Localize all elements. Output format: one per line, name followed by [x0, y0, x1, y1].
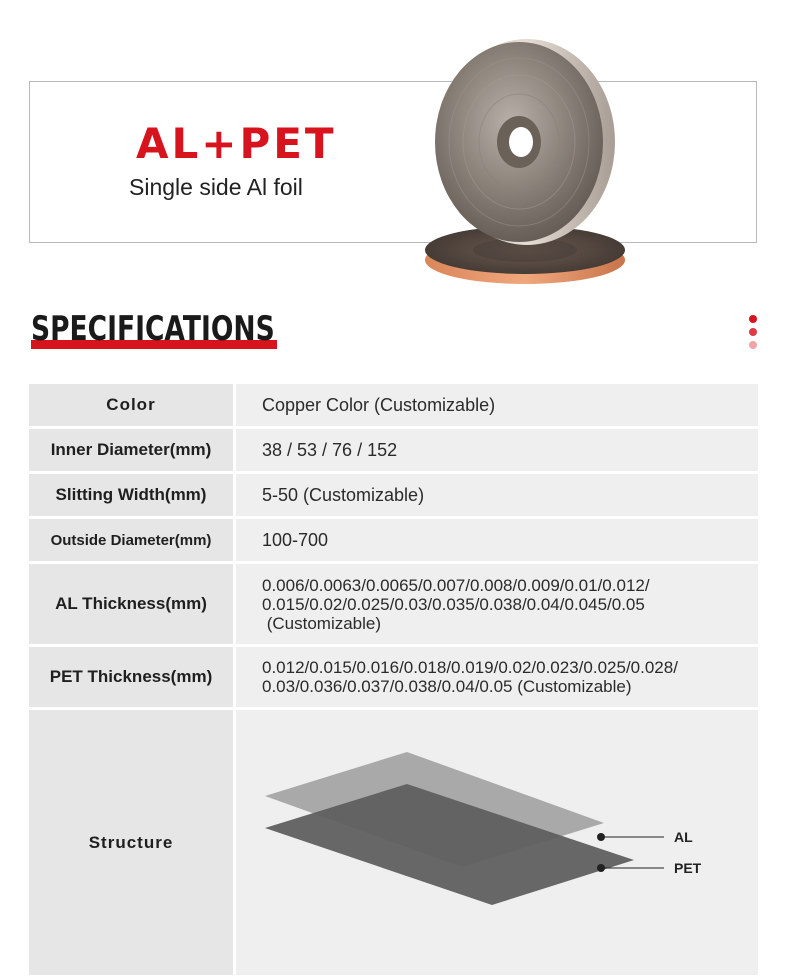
- row-value: [236, 647, 758, 707]
- layer-structure-diagram: [236, 710, 758, 975]
- table-row-inner-diameter: [29, 429, 758, 471]
- row-label: AL Thickness(mm): [29, 564, 233, 644]
- value-line: 0.006/0.0063/0.0065/0.007/0.008/0.009/0.01/0.012/: [262, 575, 650, 595]
- indicator-dot-1: [749, 315, 757, 323]
- value-line: 0.015/0.02/0.025/0.03/0.035/0.038/0.04/0.045/0.05: [262, 594, 645, 614]
- row-label: PET Thickness(mm): [29, 647, 233, 707]
- row-value: Copper Color (Customizable): [236, 384, 758, 426]
- product-subtitle: Single side Al foil: [129, 174, 303, 200]
- indicator-dot-3: [749, 341, 757, 349]
- three-dot-indicator-icon: [748, 315, 758, 359]
- value-line: 0.03/0.036/0.037/0.038/0.04/0.05 (Customizable): [262, 677, 632, 696]
- row-value: 38 / 53 / 76 / 152: [236, 429, 758, 471]
- row-value: 100-700: [236, 519, 758, 561]
- row-value: 5-50 (Customizable): [236, 474, 758, 516]
- row-label: Slitting Width(mm): [29, 474, 233, 516]
- value-line: 0.012/0.015/0.016/0.018/0.019/0.02/0.023/0.025/0.028/: [262, 658, 678, 677]
- table-row-outside-diameter: [29, 519, 758, 561]
- row-label: Inner Diameter(mm): [29, 429, 233, 471]
- row-label: Color: [29, 384, 233, 426]
- table-row-color: [29, 384, 758, 426]
- row-label: Structure: [29, 710, 233, 975]
- hero-banner: [29, 81, 757, 243]
- product-title: AL+PET: [136, 119, 337, 168]
- table-row-structure: [29, 710, 758, 975]
- specifications-heading: SPECIFICATIONS: [31, 309, 275, 349]
- al-label: AL: [674, 829, 693, 845]
- pet-label: PET: [674, 860, 702, 876]
- copper-foil-roll-image: [415, 38, 630, 288]
- table-row-slitting-width: [29, 474, 758, 516]
- value-line: (Customizable): [262, 613, 382, 633]
- row-value: [236, 564, 758, 644]
- table-row-pet-thickness: [29, 647, 758, 707]
- specifications-table: [29, 384, 758, 978]
- structure-diagram-cell: [236, 710, 758, 975]
- table-row-al-thickness: [29, 564, 758, 644]
- indicator-dot-2: [749, 328, 757, 336]
- row-label: Outside Diameter(mm): [29, 519, 233, 561]
